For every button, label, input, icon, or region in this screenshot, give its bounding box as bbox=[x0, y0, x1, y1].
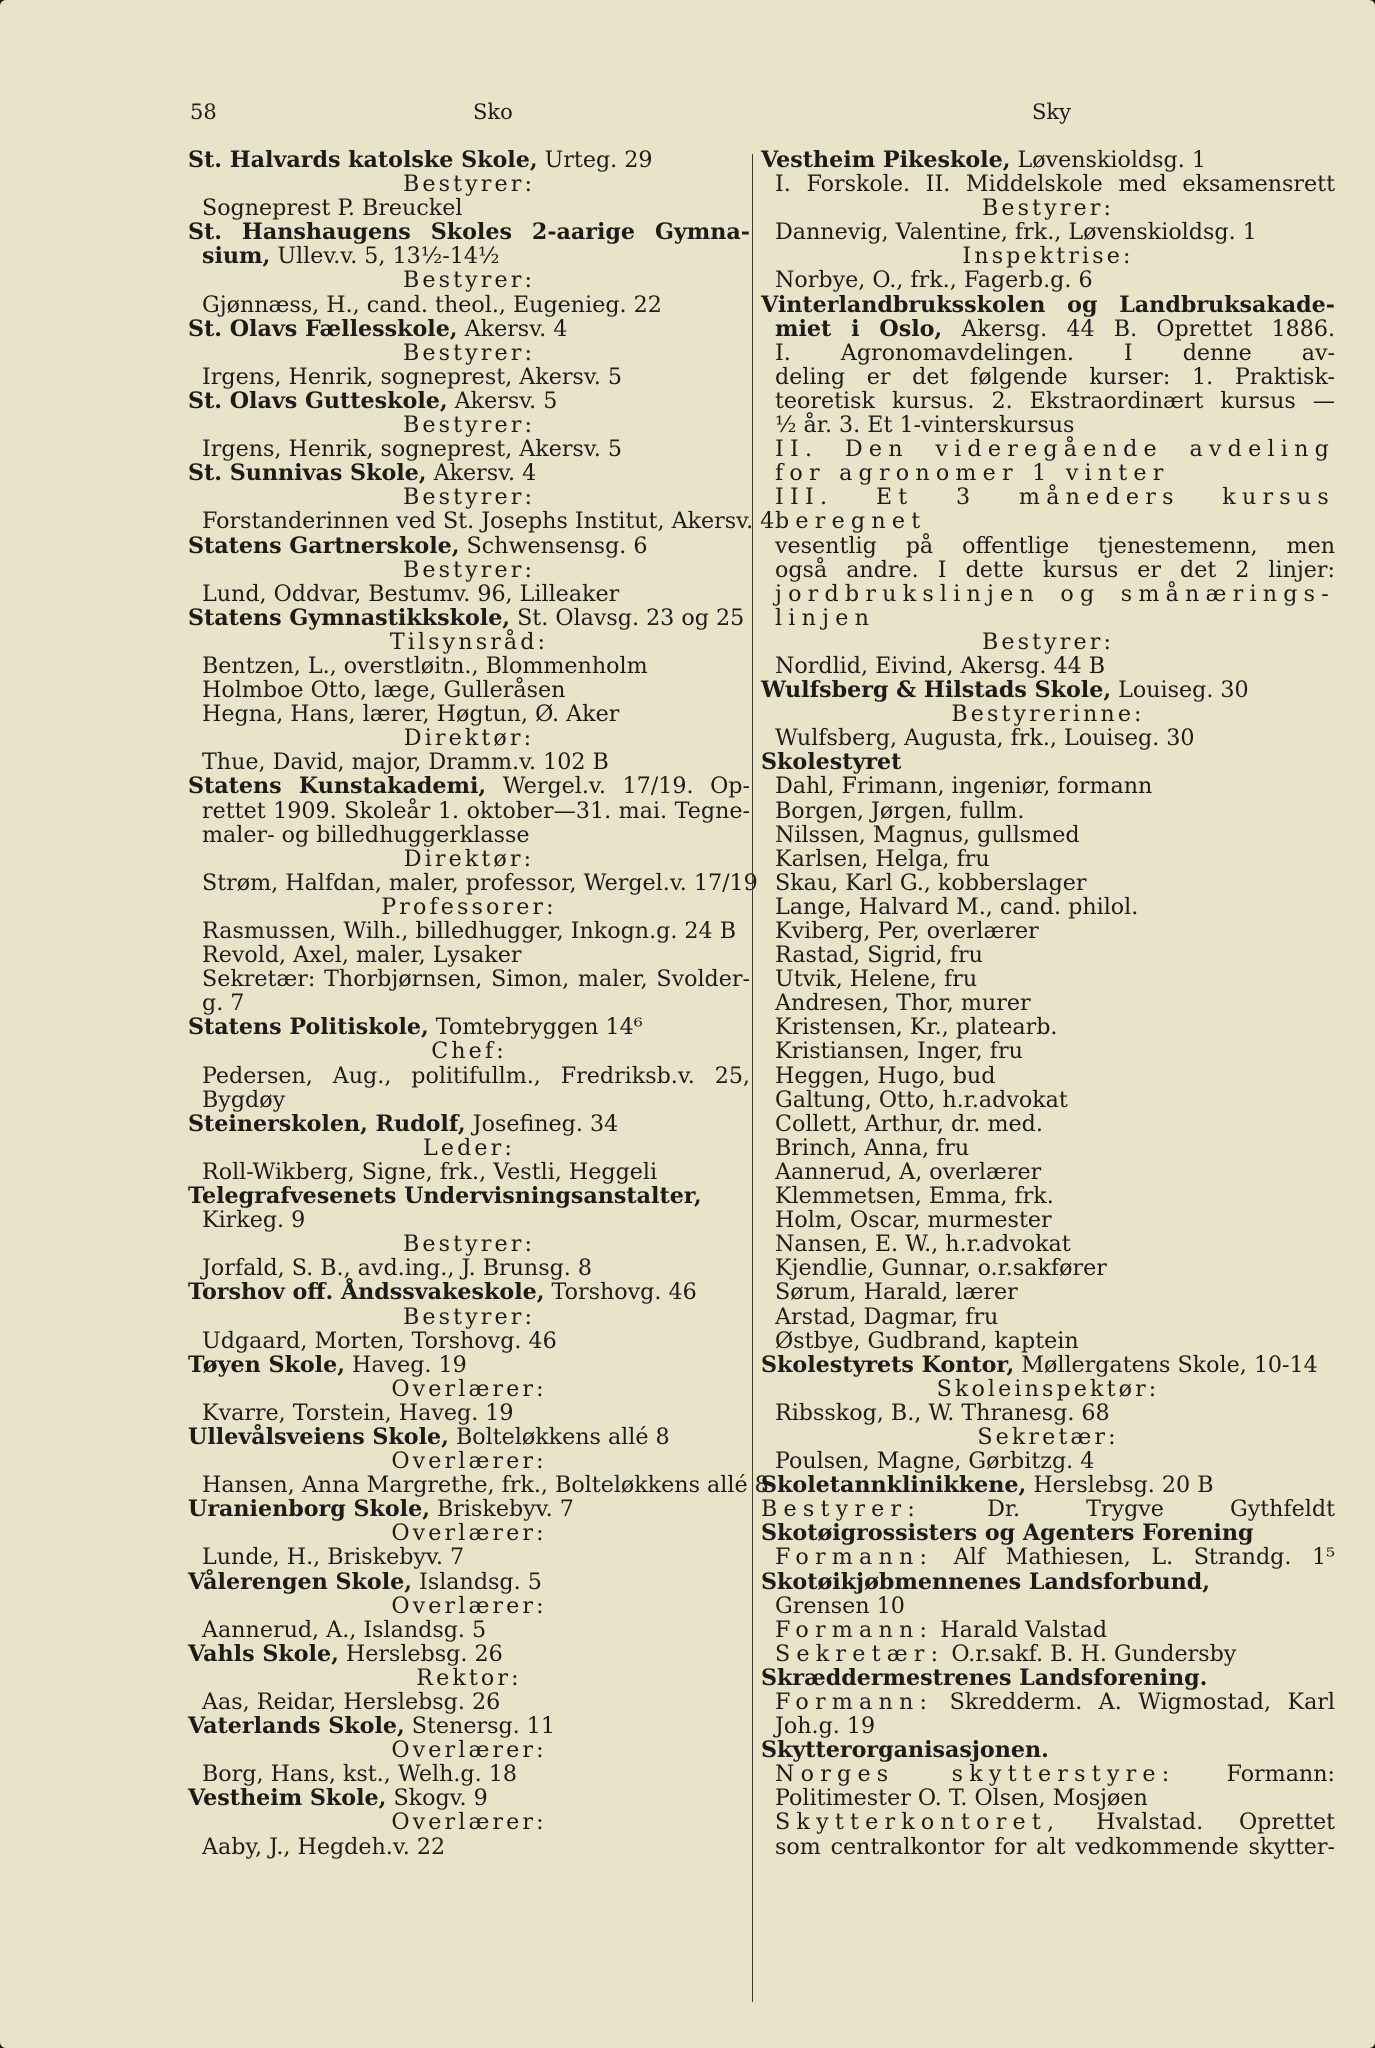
entry-line bbox=[761, 268, 1335, 292]
entry-heading bbox=[761, 1353, 1335, 1377]
entry-text: ½ år. 3. Et 1-vinterskursus bbox=[775, 412, 1075, 439]
entry-line bbox=[761, 1642, 1335, 1666]
entry-text: rettet 1909. Skoleår 1. oktober—31. mai. Tegne- bbox=[202, 797, 750, 824]
entry-line bbox=[761, 317, 1335, 341]
role-heading: Professorer: bbox=[381, 893, 557, 920]
entry-text: maler- og billedhuggerklasse bbox=[202, 821, 530, 848]
entry-line bbox=[761, 1280, 1335, 1304]
entry-text: Norbye, O., frk., Fagerb.g. 6 bbox=[775, 267, 1093, 294]
entry-heading bbox=[761, 1521, 1335, 1545]
entry-heading bbox=[188, 1714, 750, 1738]
entry-text: Kristensen, Kr., platearb. bbox=[775, 1014, 1058, 1041]
entry-name: Vahls Skole, bbox=[188, 1640, 339, 1667]
entry-text: for agronomer 1 vinter bbox=[775, 460, 1170, 487]
spaced-label: Bestyrer: bbox=[761, 1496, 922, 1523]
entry-line bbox=[188, 750, 750, 774]
entry-name: Vålerengen Skole, bbox=[188, 1568, 412, 1595]
entry-text: Kjendlie, Gunnar, o.r.sakfører bbox=[775, 1255, 1107, 1282]
role-heading: Bestyrer: bbox=[402, 339, 536, 366]
entry-line bbox=[188, 1256, 750, 1280]
entry-text: Akersv. 5 bbox=[447, 387, 558, 414]
role-heading: Bestyrer: bbox=[402, 412, 536, 439]
entry-heading bbox=[761, 750, 1335, 774]
entry-text: Lund, Oddvar, Bestumv. 96, Lilleaker bbox=[202, 580, 620, 607]
entry-name: St. Olavs Fællesskole, bbox=[188, 315, 458, 342]
entry-text: Akersv. 4 bbox=[426, 460, 537, 487]
entry-text: Kirkeg. 9 bbox=[202, 1207, 306, 1234]
entry-heading bbox=[188, 317, 750, 341]
entry-text: Kvarre, Torstein, Haveg. 19 bbox=[202, 1399, 514, 1426]
entry-text: Møllergatens Skole, 10-14 bbox=[1014, 1351, 1318, 1378]
entry-text: Sørum, Harald, lærer bbox=[775, 1279, 1018, 1306]
running-head-left: Sko bbox=[473, 100, 513, 124]
entry-text: Thue, David, major, Dramm.v. 102 B bbox=[202, 749, 609, 776]
entry-heading bbox=[761, 293, 1335, 317]
entry-text: Klemmetsen, Emma, frk. bbox=[775, 1183, 1054, 1210]
entry-line bbox=[761, 461, 1335, 485]
entry-line bbox=[761, 1305, 1335, 1329]
entry-line bbox=[761, 437, 1335, 461]
entry-line bbox=[761, 1015, 1335, 1039]
entry-line bbox=[188, 1835, 750, 1859]
entry-line bbox=[761, 1786, 1335, 1810]
entry-line bbox=[188, 1329, 750, 1353]
entry-line bbox=[188, 654, 750, 678]
entry-line bbox=[761, 823, 1335, 847]
role-heading: Inspektrise: bbox=[962, 243, 1134, 270]
entry-line bbox=[761, 606, 1335, 630]
role-heading: Bestyrer: bbox=[402, 484, 536, 511]
entry-line bbox=[761, 341, 1335, 365]
entry-text: linjen bbox=[775, 604, 876, 631]
entry-text: Rastad, Sigrid, fru bbox=[775, 942, 983, 969]
entry-line bbox=[761, 1136, 1335, 1160]
entry-text: Lunde, H., Briskebyv. 7 bbox=[202, 1544, 465, 1571]
entry-text: Sekretær: Thorbjørnsen, Simon, maler, Svolder- bbox=[202, 966, 750, 993]
entry-heading bbox=[761, 148, 1335, 172]
entry-line bbox=[761, 558, 1335, 582]
entry-text: Irgens, Henrik, sogneprest, Akersv. 5 bbox=[202, 436, 622, 463]
entry-line bbox=[188, 244, 750, 268]
entry-line bbox=[761, 895, 1335, 919]
entry-text: Andresen, Thor, murer bbox=[775, 990, 1031, 1017]
entry-line bbox=[761, 413, 1335, 437]
entry-line bbox=[761, 1256, 1335, 1280]
entry-text: Jorfald, S. B., avd.ing., J. Brunsg. 8 bbox=[202, 1255, 593, 1282]
entry-line bbox=[761, 871, 1335, 895]
entry-text: Revold, Axel, maler, Lysaker bbox=[202, 942, 522, 969]
entry-text: Haveg. 19 bbox=[344, 1351, 467, 1378]
entry-name: Skolestyrets Kontor, bbox=[761, 1351, 1015, 1378]
entry-text: Torshovg. 46 bbox=[544, 1279, 697, 1306]
entry-text: Nordlid, Eivind, Akersg. 44 B bbox=[775, 652, 1106, 679]
entry-text: Rasmussen, Wilh., billedhugger, Inkogn.g. 24 B bbox=[202, 918, 737, 944]
entry-text: Udgaard, Morten, Torshovg. 46 bbox=[202, 1327, 557, 1354]
entry-text: Heggen, Hugo, bud bbox=[775, 1062, 996, 1089]
entry-name: St. Hanshaugens Skoles 2-aarige Gymna- bbox=[188, 219, 750, 246]
entry-heading bbox=[188, 1570, 750, 1594]
entry-text: III. Et 3 måneders kursus beregnet bbox=[775, 484, 1335, 535]
role-heading: Bestyrer: bbox=[402, 267, 536, 294]
entry-line bbox=[188, 967, 750, 991]
entry-text: Grensen 10 bbox=[775, 1592, 905, 1619]
entry-text: Herslebsg. 20 B bbox=[1026, 1472, 1214, 1499]
entry-text: Akersv. 4 bbox=[457, 315, 568, 342]
entry-text: Bentzen, L., overstløitn., Blommenholm bbox=[202, 652, 648, 679]
entry-text: Pedersen, Aug., politifullm., Fredriksb.v. 25, bbox=[202, 1062, 750, 1089]
entry-name: Statens Gartnerskole, bbox=[188, 532, 460, 559]
entry-text: Nilssen, Magnus, gullsmed bbox=[775, 821, 1080, 848]
entry-line bbox=[761, 1690, 1335, 1714]
entry-text: Aaby, J., Hegdeh.v. 22 bbox=[202, 1833, 446, 1860]
entry-text: Skredderm. A. Wigmostad, Karl bbox=[933, 1689, 1335, 1715]
entry-heading bbox=[761, 1497, 1335, 1521]
entry-text: Akersg. 44 B. Oprettet 1886. bbox=[942, 315, 1336, 342]
entry-line bbox=[761, 943, 1335, 967]
role-heading: Rektor: bbox=[416, 1664, 522, 1691]
entry-line bbox=[761, 1762, 1335, 1786]
entry-line bbox=[761, 1714, 1335, 1738]
entry-text: Wulfsberg, Augusta, frk., Louiseg. 30 bbox=[775, 725, 1195, 752]
entry-line bbox=[761, 774, 1335, 798]
entry-heading bbox=[188, 1425, 750, 1449]
role-heading: Direktør: bbox=[403, 725, 535, 752]
entry-text: Dannevig, Valentine, frk., Løvenskioldsg. 1 bbox=[775, 219, 1257, 246]
entry-line bbox=[761, 1184, 1335, 1208]
entry-name: Vestheim Skole, bbox=[188, 1785, 387, 1812]
entry-text: Herslebsg. 26 bbox=[338, 1640, 503, 1667]
entry-text: Gjønnæss, H., cand. theol., Eugenieg. 22 bbox=[202, 291, 662, 318]
entry-text: Collett, Arthur, dr. med. bbox=[775, 1110, 1043, 1137]
entry-line bbox=[761, 1039, 1335, 1063]
entry-line bbox=[761, 1232, 1335, 1256]
column-divider bbox=[752, 154, 753, 2002]
entry-line bbox=[761, 847, 1335, 871]
entry-text: Politimester O. T. Olsen, Mosjøen bbox=[775, 1785, 1148, 1812]
entry-heading bbox=[188, 461, 750, 485]
role-heading: Overlærer: bbox=[391, 1520, 547, 1547]
entry-text: som centralkontor for alt vedkommende skytter- bbox=[775, 1833, 1335, 1860]
entry-name: Skytterorganisasjonen. bbox=[761, 1737, 1049, 1764]
spaced-label: Formann: bbox=[775, 1616, 934, 1643]
entry-name: Skræddermestrenes Landsforening. bbox=[761, 1664, 1208, 1691]
entry-text: Skau, Karl G., kobberslager bbox=[775, 869, 1087, 896]
entry-line bbox=[188, 1160, 750, 1184]
entry-text: II. Den videregående avdeling bbox=[775, 436, 1335, 463]
entry-line bbox=[761, 172, 1335, 196]
entry-line bbox=[761, 799, 1335, 823]
entry-line bbox=[761, 1160, 1335, 1184]
entry-text: Briskebyv. 7 bbox=[429, 1496, 574, 1523]
entry-line bbox=[761, 582, 1335, 606]
entry-heading bbox=[188, 1015, 750, 1039]
entry-heading bbox=[188, 1280, 750, 1304]
spaced-label: Skytterkontoret, bbox=[775, 1809, 1061, 1836]
role-heading: Bestyrer: bbox=[402, 556, 536, 583]
entry-line bbox=[761, 1064, 1335, 1088]
entry-name: Ullevålsveiens Skole, bbox=[188, 1423, 449, 1450]
entry-line bbox=[188, 799, 750, 823]
entry-line bbox=[188, 582, 750, 606]
entry-line bbox=[761, 654, 1335, 678]
entry-name: St. Olavs Gutteskole, bbox=[188, 387, 448, 414]
entry-line bbox=[761, 1618, 1335, 1642]
entry-heading bbox=[188, 534, 750, 558]
entry-line bbox=[188, 1545, 750, 1569]
entry-text: Wergel.v. 17/19. Op- bbox=[486, 773, 750, 800]
entry-line bbox=[761, 1401, 1335, 1425]
entry-line bbox=[761, 967, 1335, 991]
role-heading: Tilsynsråd: bbox=[389, 628, 549, 655]
entry-text: Aannerud, A., Islandsg. 5 bbox=[202, 1616, 487, 1643]
role-heading: Leder: bbox=[423, 1134, 515, 1161]
spaced-label: Sekretær: bbox=[775, 1640, 945, 1667]
entry-line bbox=[761, 365, 1335, 389]
role-heading: Overlærer: bbox=[391, 1737, 547, 1764]
entry-line bbox=[188, 678, 750, 702]
entry-name: Torshov off. Åndssvakeskole, bbox=[188, 1279, 545, 1306]
entry-line bbox=[188, 1472, 769, 1499]
entry-text: Galtung, Otto, h.r.advokat bbox=[775, 1086, 1068, 1113]
entry-text: Poulsen, Magne, Gørbitzg. 4 bbox=[775, 1448, 1095, 1475]
role-heading: Direktør: bbox=[403, 845, 535, 872]
entry-heading bbox=[188, 774, 750, 798]
entry-text: Strøm, Halfdan, maler, professor, Wergel.v. 17/19 bbox=[202, 869, 758, 896]
entry-heading bbox=[761, 1666, 1335, 1690]
entry-name: Skotøikjøbmennenes Landsforbund, bbox=[761, 1568, 1210, 1595]
entry-line bbox=[761, 1810, 1335, 1834]
entry-text: Borgen, Jørgen, fullm. bbox=[775, 797, 1025, 824]
entry-name: Tøyen Skole, bbox=[188, 1351, 345, 1378]
entry-name: Skotøigrossisters og Agenters Forening bbox=[761, 1520, 1254, 1547]
entry-text: Østbye, Gudbrand, kaptein bbox=[775, 1327, 1079, 1354]
entry-text: Irgens, Henrik, sogneprest, Akersv. 5 bbox=[202, 363, 622, 390]
entry-heading bbox=[761, 1738, 1335, 1762]
entry-line bbox=[188, 1064, 750, 1088]
role-heading: Bestyrer: bbox=[402, 1303, 536, 1330]
entry-text: Dahl, Frimann, ingeniør, formann bbox=[775, 773, 1153, 800]
entry-text: også andre. I dette kursus er det 2 linjer: bbox=[775, 556, 1335, 583]
entry-text: Borg, Hans, kst., Welh.g. 18 bbox=[202, 1761, 517, 1788]
entry-text: Løvenskioldsg. 1 bbox=[1010, 147, 1206, 173]
entry-line bbox=[188, 823, 750, 847]
entry-name: St. Halvards katolske Skole, bbox=[188, 147, 538, 173]
role-heading: Skoleinspektør: bbox=[936, 1375, 1160, 1402]
entry-heading bbox=[188, 220, 750, 244]
entry-text: Aannerud, A, overlærer bbox=[775, 1158, 1042, 1185]
entry-name: Vaterlands Skole, bbox=[188, 1713, 405, 1740]
role-heading: Overlærer: bbox=[391, 1448, 547, 1475]
right-column bbox=[761, 148, 1335, 1859]
role-heading: Bestyrer: bbox=[981, 628, 1115, 655]
entry-heading bbox=[188, 1642, 750, 1666]
entry-line bbox=[188, 1208, 750, 1232]
entry-text: Bygdøy bbox=[202, 1086, 286, 1113]
role-heading: Overlærer: bbox=[391, 1809, 547, 1836]
entry-line bbox=[188, 508, 775, 535]
entry-heading bbox=[188, 389, 750, 413]
entry-text: Joh.g. 19 bbox=[775, 1713, 876, 1740]
entry-text: Holm, Oscar, murmester bbox=[775, 1207, 1052, 1234]
entry-name: miet i Oslo, bbox=[775, 315, 943, 342]
entry-text: Islandsg. 5 bbox=[412, 1568, 542, 1595]
entry-text: Hegna, Hans, lærer, Høgtun, Ø. Aker bbox=[202, 701, 620, 728]
entry-text: Bolteløkkens allé 8 bbox=[448, 1423, 670, 1450]
left-column bbox=[188, 147, 775, 1860]
entry-text: Sogneprest P. Breuckel bbox=[202, 195, 463, 222]
spaced-label: Formann: bbox=[775, 1689, 934, 1715]
entry-text: Karlsen, Helga, fru bbox=[775, 845, 990, 872]
entry-text: Holmboe Otto, læge, Gulleråsen bbox=[202, 677, 566, 704]
entry-text: Forstanderinnen ved St. Josephs Institut, Akersv. 4 bbox=[202, 508, 775, 535]
entry-line bbox=[761, 485, 1335, 533]
entry-text: Formann: bbox=[1175, 1761, 1335, 1788]
entry-name: Vestheim Pikeskole, bbox=[761, 147, 1011, 173]
entry-name: Steinerskolen, Rudolf, bbox=[188, 1110, 466, 1137]
entry-name: Statens Politiskole, bbox=[188, 1014, 429, 1041]
entry-text: Stenersg. 11 bbox=[404, 1713, 556, 1740]
entry-text: Nansen, E. W., h.r.advokat bbox=[775, 1231, 1071, 1258]
entry-text: vesentlig på offentlige tjenestemenn, men bbox=[775, 532, 1335, 559]
entry-text: Lange, Halvard M., cand. philol. bbox=[775, 893, 1139, 920]
entry-text: Kristiansen, Inger, fru bbox=[775, 1038, 1023, 1065]
entry-text: Louiseg. 30 bbox=[1111, 677, 1249, 704]
page-number: 58 bbox=[190, 100, 217, 124]
entry-text: Schwensensg. 6 bbox=[459, 532, 648, 559]
role-heading: Overlærer: bbox=[391, 1375, 547, 1402]
entry-text: Urteg. 29 bbox=[537, 147, 653, 173]
entry-line bbox=[188, 919, 750, 943]
entry-line bbox=[188, 1690, 750, 1714]
entry-heading bbox=[188, 1184, 750, 1208]
entry-line bbox=[188, 293, 750, 317]
entry-heading bbox=[761, 1570, 1335, 1594]
entry-line bbox=[761, 991, 1335, 1015]
entry-text: Ullev.v. 5, 13½-14½ bbox=[270, 243, 500, 270]
entry-heading bbox=[188, 606, 750, 630]
entry-text: Josefineg. 34 bbox=[465, 1110, 619, 1137]
entry-line bbox=[761, 1594, 1335, 1618]
entry-text: Alf Mathiesen, L. Strandg. 1⁵ bbox=[933, 1544, 1335, 1571]
entry-text: Dr. Trygve Gythfeldt bbox=[921, 1496, 1335, 1523]
entry-line bbox=[761, 389, 1335, 413]
entry-name: Vinterlandbruksskolen og Landbruksakade- bbox=[761, 291, 1335, 318]
entry-line bbox=[188, 437, 750, 461]
entry-name: Statens Gymnastikkskole, bbox=[188, 604, 511, 631]
entry-text: Skogv. 9 bbox=[386, 1785, 488, 1812]
entry-line bbox=[188, 1762, 750, 1786]
entry-heading bbox=[188, 148, 750, 172]
entry-heading bbox=[188, 1353, 750, 1377]
entry-text: jordbrukslinjen og smånærings- bbox=[775, 580, 1335, 607]
entry-line bbox=[188, 1618, 750, 1642]
entry-line bbox=[188, 702, 750, 726]
entry-line bbox=[188, 869, 758, 896]
entry-text: Ribsskog, B., W. Thranesg. 68 bbox=[775, 1399, 1110, 1426]
entry-name: Telegrafvesenets Undervisningsanstalter, bbox=[188, 1183, 702, 1210]
role-heading: Overlærer: bbox=[391, 1592, 547, 1619]
role-heading: Bestyrer: bbox=[981, 195, 1115, 222]
entry-text: Hvalstad. Oprettet bbox=[1060, 1809, 1335, 1836]
entry-text: Arstad, Dagmar, fru bbox=[775, 1303, 999, 1330]
entry-line bbox=[188, 943, 750, 967]
entry-line bbox=[761, 1449, 1335, 1473]
entry-text: Kviberg, Per, overlærer bbox=[775, 918, 1039, 944]
role-heading: Bestyrer: bbox=[402, 171, 536, 198]
entry-name: St. Sunnivas Skole, bbox=[188, 460, 427, 487]
entry-text: Roll-Wikberg, Signe, frk., Vestli, Heggeli bbox=[202, 1158, 658, 1185]
entry-text: I. Forskole. II. Middelskole med eksamensrett bbox=[775, 171, 1335, 198]
role-heading: Sekretær: bbox=[977, 1423, 1119, 1450]
entry-text: Harald Valstad bbox=[933, 1616, 1108, 1643]
role-heading: Bestyrer: bbox=[402, 1231, 536, 1258]
entry-name: Skolestyret bbox=[761, 749, 902, 776]
entry-line bbox=[761, 1545, 1335, 1569]
entry-name: Wulfsberg & Hilstads Skole, bbox=[761, 677, 1112, 704]
spaced-label: Formann: bbox=[775, 1544, 934, 1571]
entry-heading bbox=[188, 1497, 750, 1521]
entry-line bbox=[188, 1088, 750, 1112]
entry-text: Hansen, Anna Margrethe, frk., Bolteløkkens allé 8 bbox=[202, 1472, 769, 1499]
entry-heading bbox=[761, 678, 1335, 702]
entry-text: Brinch, Anna, fru bbox=[775, 1134, 970, 1161]
entry-line bbox=[761, 1835, 1335, 1859]
entry-line bbox=[761, 1208, 1335, 1232]
entry-text: Utvik, Helene, fru bbox=[775, 966, 978, 993]
running-head-right: Sky bbox=[1032, 100, 1071, 124]
entry-line bbox=[188, 991, 750, 1015]
entry-line bbox=[761, 220, 1335, 244]
entry-name: Skoletannklinikkene, bbox=[761, 1472, 1027, 1499]
entry-name: Statens Kunstakademi, bbox=[188, 773, 487, 800]
entry-text: St. Olavsg. 23 og 25 bbox=[510, 604, 745, 631]
entry-heading bbox=[761, 1473, 1335, 1497]
entry-line bbox=[188, 365, 750, 389]
entry-heading bbox=[188, 1112, 750, 1136]
entry-line bbox=[188, 1401, 750, 1425]
entry-line bbox=[761, 1088, 1335, 1112]
role-heading: Bestyrerinne: bbox=[951, 701, 1145, 728]
entry-name: Uranienborg Skole, bbox=[188, 1496, 430, 1523]
entry-text: Tomtebryggen 14⁶ bbox=[428, 1014, 643, 1041]
role-heading: Chef: bbox=[431, 1038, 507, 1065]
entry-name: sium, bbox=[202, 243, 271, 270]
entry-text: O.r.sakf. B. H. Gundersby bbox=[944, 1640, 1237, 1667]
entry-text: Aas, Reidar, Herslebsg. 26 bbox=[202, 1689, 501, 1715]
entry-line bbox=[761, 534, 1335, 558]
entry-text: g. 7 bbox=[202, 990, 245, 1017]
entry-text: teoretisk kursus. 2. Ekstraordinært kursus — bbox=[775, 387, 1335, 414]
entry-heading bbox=[188, 1786, 750, 1810]
entry-line bbox=[761, 726, 1335, 750]
entry-text: I. Agronomavdelingen. I denne av- bbox=[775, 339, 1335, 366]
entry-line bbox=[188, 196, 750, 220]
entry-line bbox=[761, 1329, 1335, 1353]
spaced-label: Norges skytterstyre: bbox=[775, 1761, 1176, 1788]
entry-text: deling er det følgende kurser: 1. Praktisk- bbox=[775, 363, 1335, 390]
entry-line bbox=[761, 1112, 1335, 1136]
entry-line bbox=[761, 919, 1335, 943]
